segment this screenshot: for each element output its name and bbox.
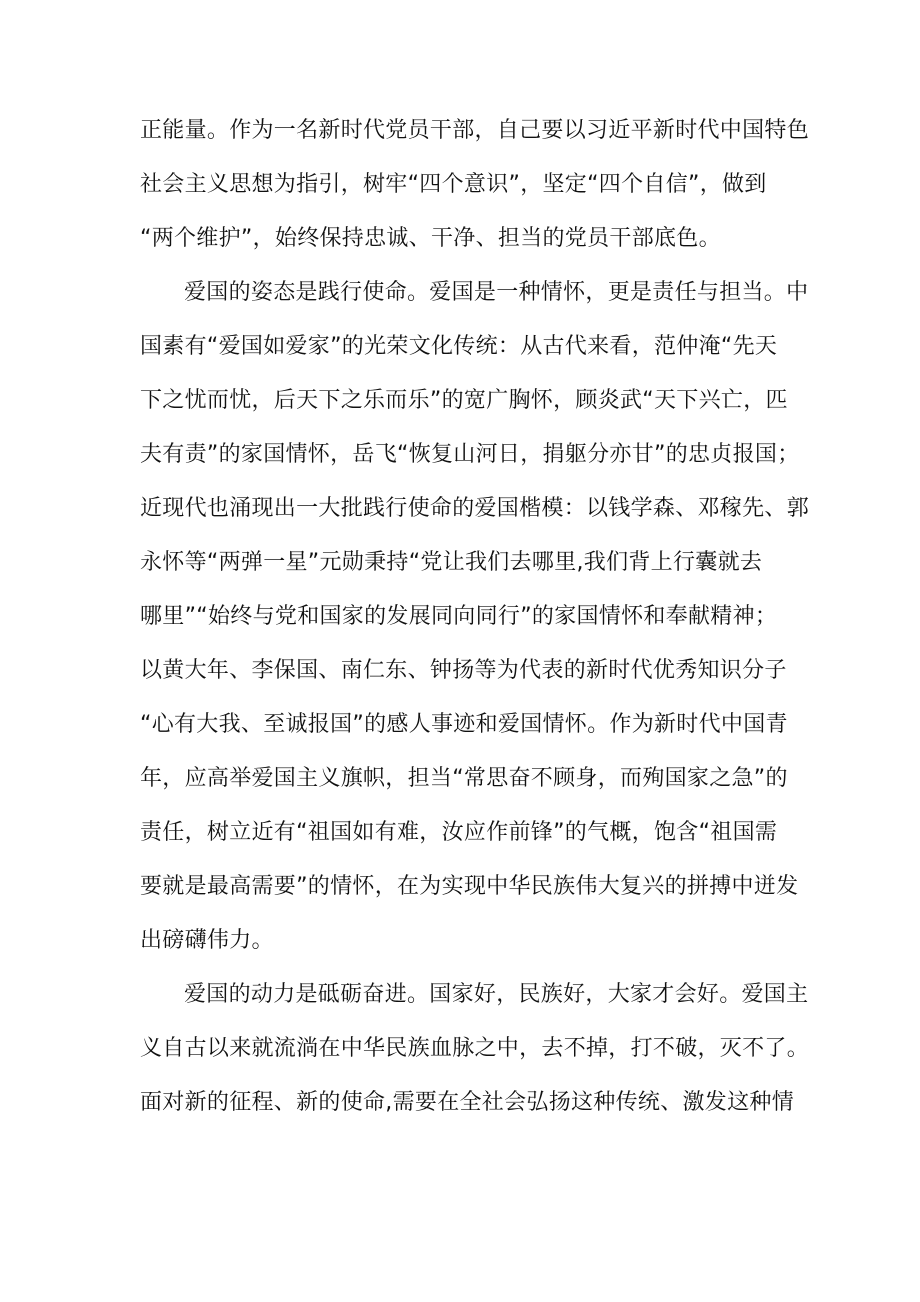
text-line-1: 正能量。作为一名新时代党员干部，自己要以习近平新时代中国特色: [140, 118, 810, 143]
paragraph-start-line: 爱国的姿态是践行使命。爱国是一种情怀，更是责任与担当。中: [184, 280, 809, 305]
text-line-5: 国素有“爱国如爱家”的光荣文化传统：从古代来看，范仲淹“先天: [140, 334, 778, 359]
text-line-8: 近现代也涌现出一大批践行使命的爱国楷模：以钱学森、邓稼先、郭: [140, 496, 810, 521]
text-line-11: 以黄大年、李保国、南仁东、钟扬等为代表的新时代优秀知识分子: [140, 658, 787, 683]
text-line-12: “心有大我、至诚报国”的感人事迹和爱国情怀。作为新时代中国青: [140, 712, 788, 737]
text-line-15: 要就是最高需要”的情怀，在为实现中华民族伟大复兴的拼搏中迸发: [140, 874, 799, 899]
text-line-16: 出磅礴伟力。: [140, 928, 274, 953]
paragraph-start-line-2: 爱国的动力是砥砺奋进。国家好，民族好，大家才会好。爱国主: [184, 982, 809, 1007]
text-line-14: 责任，树立近有“祖国如有难，汝应作前锋”的气概，饱含“祖国需: [140, 820, 778, 845]
text-line-18: 义自古以来就流淌在中华民族血脉之中，去不掉，打不破，灭不了。: [140, 1036, 810, 1061]
text-line-2: 社会主义思想为指引，树牢“四个意识”，坚定“四个自信”，做到: [140, 172, 767, 197]
text-line-9: 永怀等“两弹一星”元勋秉持“党让我们去哪里,我们背上行囊就去: [140, 550, 763, 575]
body-text: [140, 104, 810, 1130]
text-line-6: 下之忧而忧，后天下之乐而乐”的宽广胸怀，顾炎武“天下兴亡，匹: [140, 388, 788, 413]
text-line-3: “两个维护”，始终保持忠诚、干净、担当的党员干部底色。: [140, 226, 721, 251]
text-line-13: 年，应高举爱国主义旗帜，担当“常思奋不顾身，而殉国家之急”的: [140, 766, 788, 791]
text-line-7: 夫有责”的家国情怀，岳飞“恢复山河日，捐躯分亦甘”的忠贞报国；: [140, 442, 800, 467]
text-line-19: 面对新的征程、新的使命,需要在全社会弘扬这种传统、激发这种情: [140, 1090, 794, 1115]
text-line-10: 哪里”“始终与党和国家的发展同向同行”的家国情怀和奉献精神；: [140, 604, 778, 629]
